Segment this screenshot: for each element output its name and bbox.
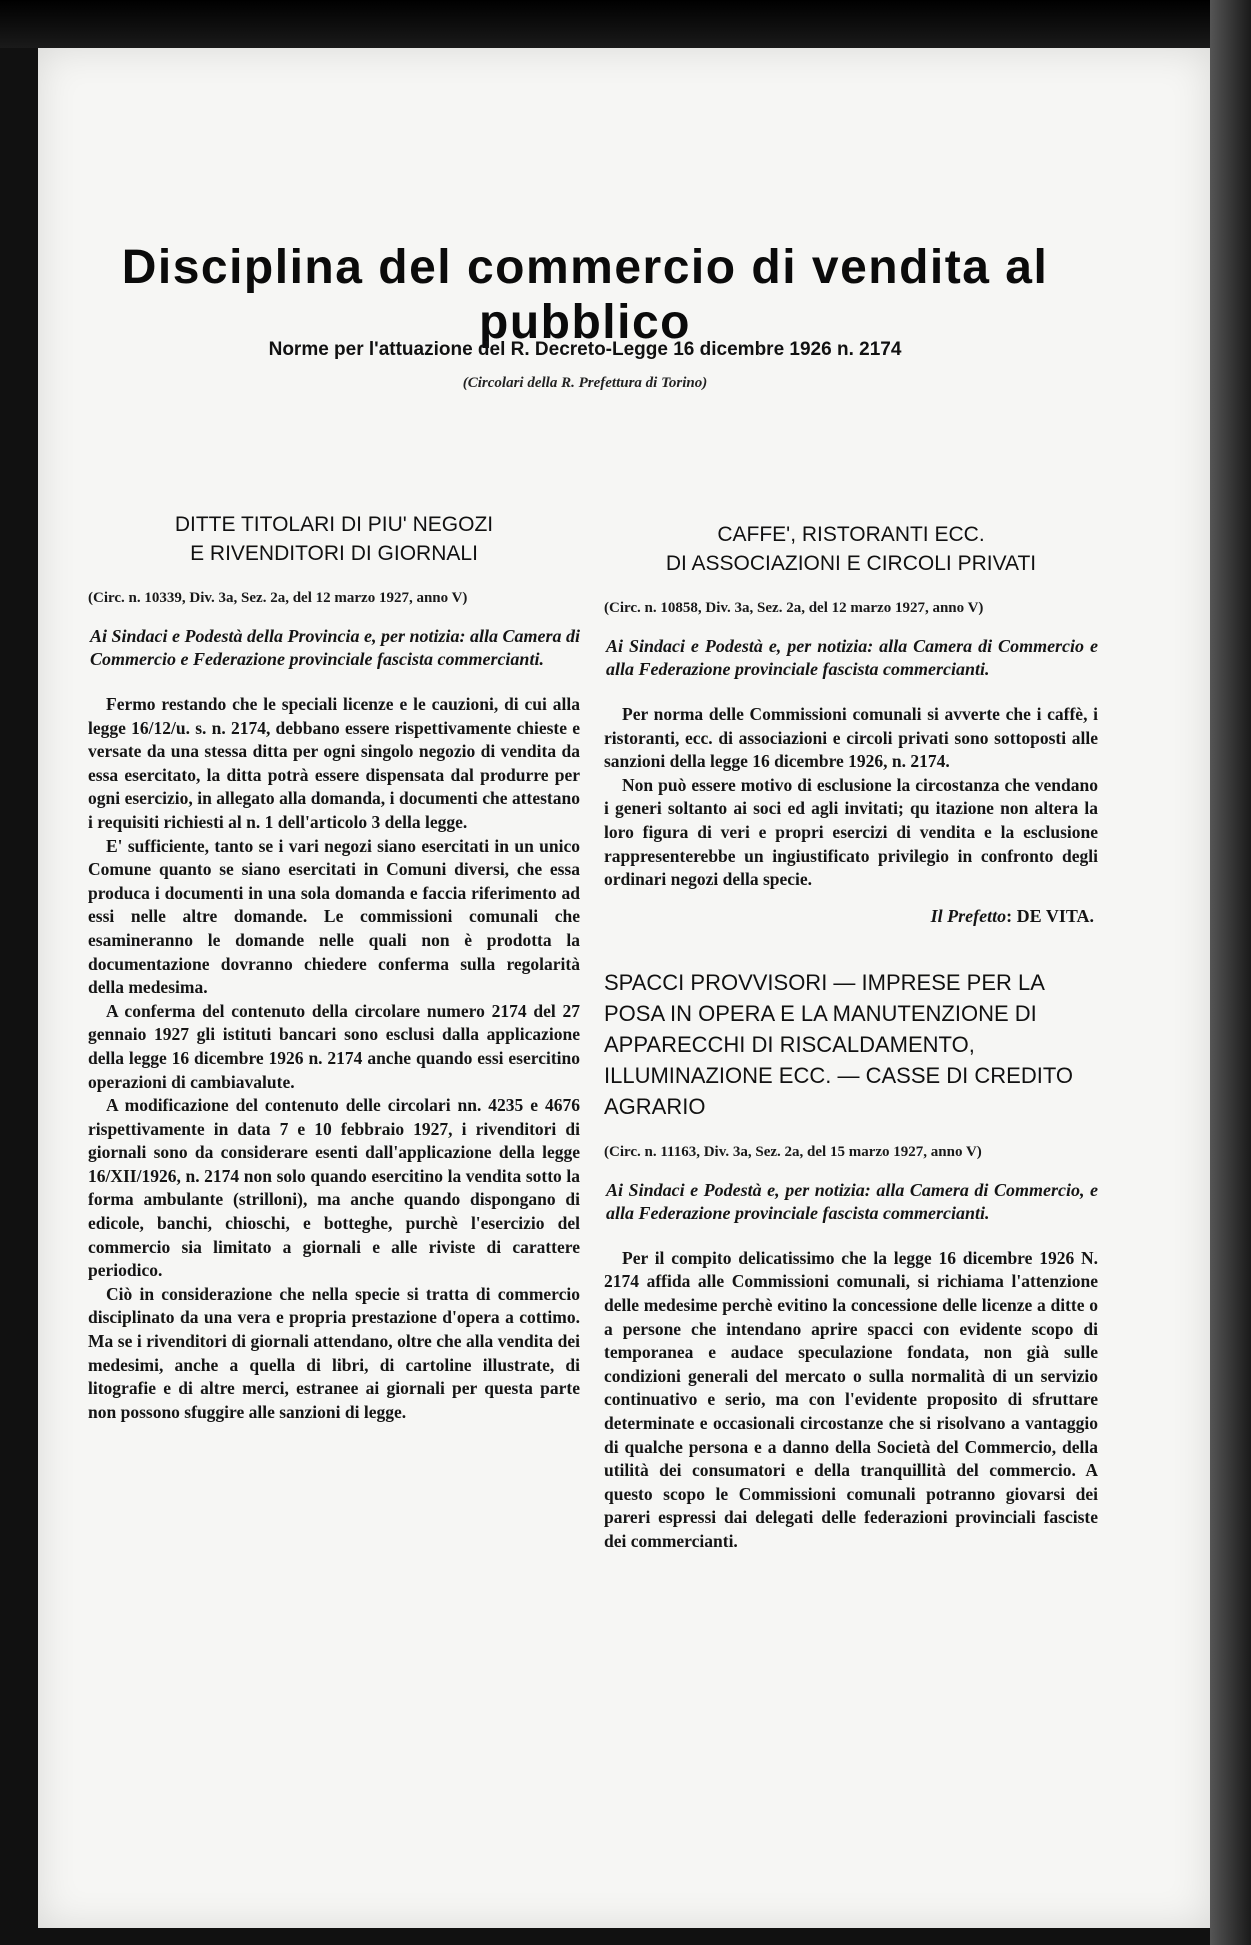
- right-addressees-2: Ai Sindaci e Podestà e, per notizia: alla Camera di Commercio, e alla Federazione provinciale fascista commercianti.: [606, 1179, 1098, 1223]
- signature: Il Prefetto: DE VITA.: [930, 905, 1094, 926]
- scan-right-border: [1210, 0, 1251, 1945]
- right-paragraph-1: Per norma delle Commissioni comunali si avverte che i caffè, i ristoranti, ecc. di associazioni e circoli privati sono sottoposti alle sanzioni della legge 16 dicembre 1926, n. 2174.: [604, 704, 1098, 772]
- right-heading-line2: DI ASSOCIAZIONI E CIRCOLI PRIVATI: [665, 552, 1037, 575]
- right-addressees-1: Ai Sindaci e Podestà e, per notizia: alla Camera di Commercio e alla Federazione provinciale fascista commercianti.: [606, 636, 1098, 679]
- left-heading-line2: E RIVENDITORI DI GIORNALI: [190, 542, 478, 565]
- right-circular-ref-2: (Circ. n. 11163, Div. 3a, Sez. 2a, del 15 marzo 1927, anno V): [604, 1143, 982, 1160]
- signature-name: DE VITA.: [1016, 905, 1094, 926]
- source-note: (Circolari della R. Prefettura di Torino): [462, 375, 708, 391]
- left-paragraph-3: A conferma del contenuto della circolare numero 2174 del 27 gennaio 1927 gli istituti bancari sono esclusi dalla applicazione della legge 16 dicembre 1926 n. 2174 anche quando essi esercitino operazioni di cambiavalute.: [88, 1000, 580, 1092]
- left-paragraph-2: E' sufficiente, tanto se i vari negozi siano esercitati in un unico Comune quanto se siano esercitati in Comuni diversi, che essa produca i documenti in una sola domanda e faccia riferimento ad essi nelle altre domande. Le commissioni comunali che esamineranno le domande nelle quali non è prodotta la documentazione dovranno chiedere conferma sulla regolarità della medesima.: [88, 835, 580, 998]
- left-addressees: Ai Sindaci e Podestà della Provincia e, per notizia: alla Camera di Commercio e Federazione provinciale fascista commercianti.: [90, 626, 580, 669]
- left-paragraph-5: Ciò in considerazione che nella specie si tratta di commercio disciplinato da una vera e propria prestazione d'opera a cottimo. Ma se i rivenditori di giornali attendano, oltre che alla vendita dei medesimi, anche a quella di libri, di cartoline illustrate, di litografie e di altre merci, estranee ai giornali per questa parte non possono sfuggire alle sanzioni di legge.: [88, 1283, 580, 1422]
- left-column: [88, 510, 580, 1424]
- right-heading-line1: CAFFE', RISTORANTI ECC.: [717, 523, 985, 546]
- left-heading-line1: DITTE TITOLARI DI PIU' NEGOZI: [174, 513, 494, 536]
- left-paragraph-4: A modificazione del contenuto delle circolari nn. 4235 e 4676 rispettivamente in data 7 e 10 febbraio 1927, i rivenditori di giornali sono da considerare esenti dall'applicazione della legge 16/XII/1926, n. 2174 non solo quando esercitino la vendita sotto la forma ambulante (strilloni), ma anche quando dispongano di edicole, banchi, chioschi, e botteghe, purchè l'esercizio del commercio sia limitato a giornali e alle riviste di carattere periodico.: [88, 1095, 580, 1281]
- right-circular-ref-1: (Circ. n. 10858, Div. 3a, Sez. 2a, del 12 marzo 1927, anno V): [604, 600, 984, 616]
- document-subtitle: Norme per l'attuazione del R. Decreto-Legge 16 dicembre 1926 n. 2174: [268, 339, 902, 360]
- right-paragraph-2: Non può essere motivo di esclusione la circostanza che vendano i generi soltanto ai soci ed agli invitati; qu itazione non altera la loro figura di veri e propri esercizi di vendita e la esclusione rappresenterebbe un ingiustificato privilegio in confronto degli ordinari negozi della specie.: [604, 774, 1098, 890]
- left-paragraph-1: Fermo restando che le speciali licenze e le cauzioni, di cui alla legge 16/12/u. s. n. 2174, debbano essere rispettivamente chieste e versate da una stessa ditta per ogni singolo negozio di vendita da essa esercitato, la ditta potrà essere dispensata dal produrre per ogni esercizio, in allegato alla domanda, i documenti che attestano i requisiti richiesti al n. 1 dell'articolo 3 della legge.: [88, 694, 580, 832]
- right-heading-2: SPACCI PROVVISORI — IMPRESE PER LA POSA IN OPERA E LA MANUTENZIONE DI APPARECCHI DI RISCALDAMENTO, ILLUMINAZIONE ECC. — CASSE DI CREDITO AGRARIO: [604, 969, 1074, 1119]
- right-paragraph-3: Per il compito delicatissimo che la legge 16 dicembre 1926 N. 2174 affida alle Commissioni comunali, si richiama l'attenzione delle medesime perchè evitino la concessione delle licenze a ditte o a persone che intendano aprire spacci con evidente scopo di temporanea e audace speculazione fondata, non già sulle condizioni generali del mercato o sulla normalità di un servizio continuativo e serio, ma con l'evidente proposito di sfruttare determinate e occasionali circostanze che si risolvano a vantaggio di qualche persona e a danno della Società del Commercio, della utilità dei consumatori e della tranquillità del commercio. A questo scopo le Commissioni comunali potranno giovarsi dei pareri espressi dai delegati delle federazioni provinciali fasciste dei commercianti.: [604, 1247, 1098, 1551]
- scan-top-border: [0, 0, 1251, 48]
- left-circular-ref: (Circ. n. 10339, Div. 3a, Sez. 2a, del 12 marzo 1927, anno V): [88, 590, 468, 606]
- document-title: Disciplina del commercio di vendita al pubblico: [121, 241, 1049, 349]
- right-column: [604, 520, 1098, 1553]
- signature-role: Il Prefetto: [930, 905, 1007, 926]
